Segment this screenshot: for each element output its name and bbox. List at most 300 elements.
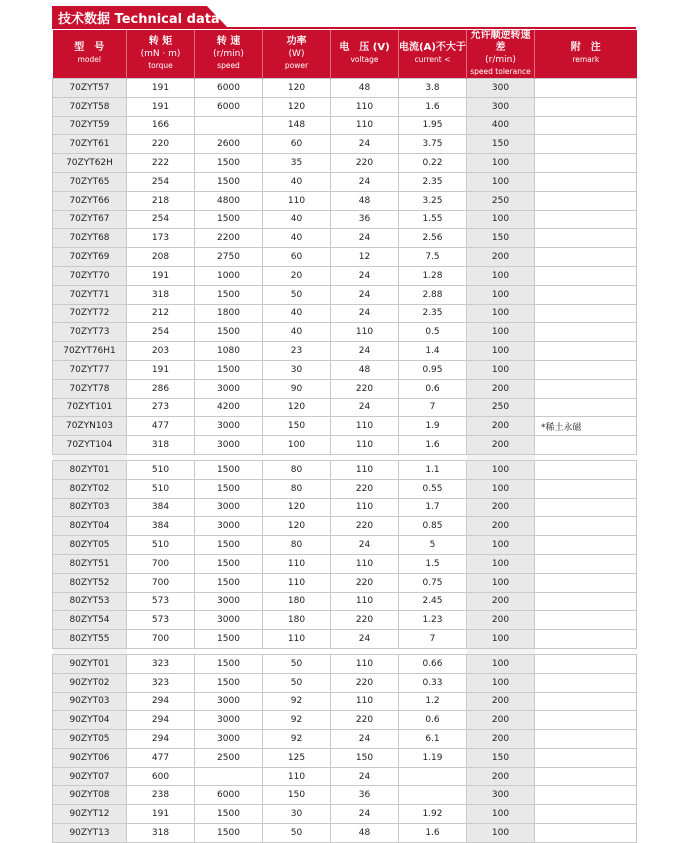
cell-current: 6.1 [399,730,467,749]
cell-power: 120 [263,517,331,536]
cell-speed: 1500 [195,154,263,173]
cell-voltage: 110 [331,417,399,436]
cell-current: 1.6 [399,97,467,116]
cell-model: 70ZYT72 [53,304,127,323]
cell-current: 1.19 [399,748,467,767]
cell-voltage: 110 [331,323,399,342]
table-row [53,654,637,673]
cell-speed: 1500 [195,573,263,592]
cell-current: 0.55 [399,479,467,498]
cell-power: 120 [263,97,331,116]
cell-speed: 1500 [195,630,263,649]
cell-voltage: 36 [331,210,399,229]
cell-model: 90ZYT08 [53,786,127,805]
cell-speed-tolerance: 200 [467,592,535,611]
cell-voltage: 12 [331,248,399,267]
cell-speed: 3000 [195,730,263,749]
cell-speed: 1500 [195,172,263,191]
cell-power: 40 [263,229,331,248]
cell-speed-tolerance: 150 [467,748,535,767]
cell-speed: 6000 [195,97,263,116]
cell-voltage: 36 [331,786,399,805]
cell-speed-tolerance: 100 [467,630,535,649]
cell-power: 180 [263,592,331,611]
cell-model: 80ZYT51 [53,554,127,573]
cell-remark [535,79,637,98]
table-row [53,417,637,436]
cell-current: 1.95 [399,116,467,135]
cell-voltage: 48 [331,191,399,210]
cell-remark [535,154,637,173]
cell-model: 80ZYT53 [53,592,127,611]
cell-speed-tolerance: 100 [467,304,535,323]
cell-speed: 4800 [195,191,263,210]
cell-torque: 700 [127,554,195,573]
cell-remark [535,436,637,455]
table-row [53,304,637,323]
header-speed-tolerance: 允许顺逆转速差 (r/min) speed tolerance [467,30,535,79]
cell-speed: 1500 [195,479,263,498]
cell-speed-tolerance: 100 [467,479,535,498]
cell-voltage: 48 [331,824,399,843]
table-row [53,479,637,498]
cell-power: 60 [263,135,331,154]
cell-remark [535,554,637,573]
cell-model: 90ZYT12 [53,805,127,824]
cell-current: 0.66 [399,654,467,673]
cell-current: 0.22 [399,154,467,173]
table-row [53,229,637,248]
cell-power: 180 [263,611,331,630]
table-row [53,517,637,536]
table-row [53,323,637,342]
cell-remark [535,135,637,154]
cell-remark [535,611,637,630]
cell-power: 120 [263,79,331,98]
cell-current: 7 [399,630,467,649]
cell-remark [535,479,637,498]
cell-power: 20 [263,266,331,285]
table-header-row [53,30,637,79]
cell-remark [535,304,637,323]
table-row [53,730,637,749]
cell-speed: 1500 [195,536,263,555]
cell-current: 0.6 [399,379,467,398]
cell-speed: 3000 [195,379,263,398]
title-cn: 技术数据 [58,12,111,27]
cell-model: 70ZYT78 [53,379,127,398]
cell-torque: 323 [127,673,195,692]
cell-model: 80ZYT04 [53,517,127,536]
cell-current: 1.5 [399,554,467,573]
cell-remark [535,323,637,342]
cell-voltage: 110 [331,97,399,116]
cell-model: 70ZYT67 [53,210,127,229]
cell-speed-tolerance: 150 [467,135,535,154]
cell-model: 70ZYT77 [53,360,127,379]
cell-speed-tolerance: 100 [467,824,535,843]
cell-power: 120 [263,498,331,517]
cell-torque: 222 [127,154,195,173]
cell-model: 80ZYT05 [53,536,127,555]
cell-model: 70ZYN103 [53,417,127,436]
cell-voltage: 24 [331,398,399,417]
cell-remark [535,191,637,210]
cell-power: 100 [263,436,331,455]
cell-torque: 700 [127,630,195,649]
cell-remark [535,498,637,517]
title-underline [52,27,636,29]
table-row [53,692,637,711]
cell-torque: 191 [127,97,195,116]
cell-torque: 510 [127,536,195,555]
cell-voltage: 24 [331,805,399,824]
table-row [53,154,637,173]
cell-speed-tolerance: 300 [467,79,535,98]
cell-torque: 700 [127,573,195,592]
cell-current [399,767,467,786]
cell-model: 70ZYT59 [53,116,127,135]
cell-speed-tolerance: 100 [467,805,535,824]
cell-speed: 3000 [195,611,263,630]
cell-model: 70ZYT101 [53,398,127,417]
cell-current: 5 [399,536,467,555]
cell-power: 90 [263,379,331,398]
cell-voltage: 220 [331,573,399,592]
table-row [53,135,637,154]
cell-torque: 212 [127,304,195,323]
cell-power: 40 [263,304,331,323]
cell-model: 80ZYT01 [53,460,127,479]
cell-current: 2.56 [399,229,467,248]
cell-speed-tolerance: 200 [467,692,535,711]
cell-voltage: 48 [331,360,399,379]
cell-current: 3.8 [399,79,467,98]
cell-power: 40 [263,323,331,342]
cell-torque: 600 [127,767,195,786]
cell-voltage: 110 [331,654,399,673]
cell-speed-tolerance: 100 [467,460,535,479]
cell-current: 1.92 [399,805,467,824]
cell-current: 1.28 [399,266,467,285]
cell-power: 92 [263,711,331,730]
cell-torque: 318 [127,285,195,304]
cell-torque: 173 [127,229,195,248]
cell-remark [535,673,637,692]
cell-power: 35 [263,154,331,173]
cell-speed-tolerance: 200 [467,711,535,730]
cell-power: 110 [263,573,331,592]
cell-speed: 2200 [195,229,263,248]
cell-current: 3.25 [399,191,467,210]
cell-model: 70ZYT61 [53,135,127,154]
cell-model: 70ZYT104 [53,436,127,455]
cell-speed: 3000 [195,592,263,611]
cell-power: 92 [263,730,331,749]
cell-speed-tolerance: 100 [467,536,535,555]
cell-torque: 191 [127,266,195,285]
cell-current: 1.55 [399,210,467,229]
cell-speed-tolerance: 200 [467,611,535,630]
cell-torque: 254 [127,323,195,342]
cell-remark [535,172,637,191]
cell-voltage: 220 [331,673,399,692]
cell-current: 0.5 [399,323,467,342]
cell-model: 70ZYT69 [53,248,127,267]
table-row [53,210,637,229]
cell-speed-tolerance: 100 [467,554,535,573]
cell-power: 92 [263,692,331,711]
cell-current: 0.33 [399,673,467,692]
cell-model: 70ZYT76H1 [53,342,127,361]
cell-voltage: 110 [331,436,399,455]
table-body [53,79,637,843]
cell-model: 80ZYT52 [53,573,127,592]
cell-current: 2.35 [399,304,467,323]
cell-speed: 2500 [195,748,263,767]
cell-model: 90ZYT13 [53,824,127,843]
cell-model: 90ZYT01 [53,654,127,673]
cell-speed: 1080 [195,342,263,361]
cell-speed-tolerance: 400 [467,116,535,135]
cell-current: 2.45 [399,592,467,611]
cell-torque: 294 [127,730,195,749]
cell-speed-tolerance: 200 [467,417,535,436]
cell-remark [535,573,637,592]
cell-voltage: 110 [331,498,399,517]
cell-remark [535,592,637,611]
header-voltage: 电 压 (V) voltage [331,30,399,79]
cell-speed: 3000 [195,692,263,711]
cell-model: 90ZYT05 [53,730,127,749]
cell-current: 0.75 [399,573,467,592]
cell-remark [535,630,637,649]
cell-remark [535,360,637,379]
table-row [53,342,637,361]
cell-current: 1.9 [399,417,467,436]
cell-voltage: 24 [331,630,399,649]
cell-current: 1.7 [399,498,467,517]
cell-power: 110 [263,630,331,649]
table-row [53,767,637,786]
cell-speed-tolerance: 200 [467,517,535,536]
cell-speed-tolerance: 100 [467,210,535,229]
cell-remark [535,398,637,417]
cell-current: 3.75 [399,135,467,154]
cell-speed-tolerance: 200 [467,248,535,267]
cell-torque: 191 [127,360,195,379]
cell-power: 125 [263,748,331,767]
cell-torque: 510 [127,460,195,479]
cell-current: 1.6 [399,824,467,843]
cell-voltage: 110 [331,592,399,611]
cell-voltage: 220 [331,711,399,730]
cell-speed-tolerance: 200 [467,767,535,786]
cell-voltage: 220 [331,379,399,398]
cell-voltage: 110 [331,460,399,479]
cell-torque: 273 [127,398,195,417]
cell-remark [535,767,637,786]
cell-speed-tolerance: 200 [467,730,535,749]
header-remark: 附 注 remark [535,30,637,79]
cell-torque: 318 [127,824,195,843]
spec-table-wrapper [52,30,636,843]
cell-voltage: 24 [331,342,399,361]
cell-remark [535,210,637,229]
cell-power: 50 [263,673,331,692]
cell-remark [535,748,637,767]
cell-speed-tolerance: 100 [467,673,535,692]
cell-voltage: 24 [331,730,399,749]
cell-speed: 3000 [195,711,263,730]
cell-torque: 208 [127,248,195,267]
cell-power: 110 [263,554,331,573]
cell-voltage: 110 [331,116,399,135]
cell-speed-tolerance: 100 [467,654,535,673]
table-row [53,79,637,98]
cell-model: 90ZYT02 [53,673,127,692]
table-row [53,116,637,135]
cell-model: 70ZYT62H [53,154,127,173]
cell-current: 1.4 [399,342,467,361]
cell-power: 150 [263,417,331,436]
header-speed: 转 速 (r/min) speed [195,30,263,79]
cell-torque: 220 [127,135,195,154]
cell-speed: 1500 [195,654,263,673]
cell-current: 0.6 [399,711,467,730]
cell-model: 90ZYT07 [53,767,127,786]
cell-voltage: 220 [331,479,399,498]
cell-model: 70ZYT70 [53,266,127,285]
cell-torque: 384 [127,517,195,536]
cell-model: 70ZYT68 [53,229,127,248]
cell-voltage: 110 [331,554,399,573]
cell-speed: 1500 [195,805,263,824]
cell-torque: 191 [127,79,195,98]
cell-speed: 6000 [195,786,263,805]
cell-remark: *稀土永磁 [535,417,637,436]
cell-voltage: 24 [331,229,399,248]
cell-voltage: 24 [331,536,399,555]
table-row [53,398,637,417]
cell-speed: 1800 [195,304,263,323]
cell-speed-tolerance: 100 [467,172,535,191]
cell-remark [535,711,637,730]
cell-remark [535,536,637,555]
cell-speed: 1500 [195,673,263,692]
table-row [53,360,637,379]
cell-power: 40 [263,210,331,229]
cell-speed: 6000 [195,79,263,98]
cell-power: 50 [263,654,331,673]
cell-remark [535,116,637,135]
cell-speed-tolerance: 250 [467,191,535,210]
cell-power: 30 [263,805,331,824]
cell-remark [535,248,637,267]
cell-voltage: 150 [331,748,399,767]
cell-speed-tolerance: 300 [467,786,535,805]
cell-speed-tolerance: 100 [467,360,535,379]
cell-current: 0.95 [399,360,467,379]
cell-speed: 1500 [195,285,263,304]
cell-torque: 238 [127,786,195,805]
cell-voltage: 220 [331,154,399,173]
table-row [53,611,637,630]
spec-table [52,30,637,843]
cell-torque: 323 [127,654,195,673]
cell-model: 70ZYT71 [53,285,127,304]
header-power: 功率 (W) power [263,30,331,79]
table-row [53,748,637,767]
cell-model: 80ZYT03 [53,498,127,517]
cell-speed-tolerance: 100 [467,342,535,361]
cell-current: 1.1 [399,460,467,479]
table-row [53,536,637,555]
cell-voltage: 220 [331,517,399,536]
cell-power: 80 [263,479,331,498]
table-row [53,592,637,611]
cell-torque: 573 [127,592,195,611]
cell-power: 60 [263,248,331,267]
cell-current: 2.35 [399,172,467,191]
cell-voltage: 24 [331,135,399,154]
cell-speed-tolerance: 100 [467,266,535,285]
table-row [53,248,637,267]
cell-model: 80ZYT02 [53,479,127,498]
cell-torque: 203 [127,342,195,361]
cell-torque: 477 [127,748,195,767]
table-row [53,498,637,517]
cell-speed [195,767,263,786]
cell-current: 0.85 [399,517,467,536]
cell-torque: 166 [127,116,195,135]
cell-speed: 3000 [195,517,263,536]
cell-voltage: 110 [331,692,399,711]
cell-torque: 254 [127,210,195,229]
cell-model: 90ZYT04 [53,711,127,730]
cell-model: 90ZYT06 [53,748,127,767]
cell-speed: 4200 [195,398,263,417]
table-row [53,460,637,479]
cell-current: 7 [399,398,467,417]
cell-torque: 384 [127,498,195,517]
header-current: 电流(A)不大于 current < [399,30,467,79]
cell-power: 30 [263,360,331,379]
table-row [53,805,637,824]
cell-speed-tolerance: 100 [467,323,535,342]
cell-power: 80 [263,460,331,479]
cell-speed: 2750 [195,248,263,267]
cell-speed: 1500 [195,323,263,342]
cell-voltage: 24 [331,266,399,285]
cell-current: 1.6 [399,436,467,455]
table-row [53,573,637,592]
table-row [53,436,637,455]
cell-model: 70ZYT57 [53,79,127,98]
table-row [53,554,637,573]
cell-speed-tolerance: 100 [467,285,535,304]
cell-remark [535,97,637,116]
cell-power: 148 [263,116,331,135]
cell-speed: 3000 [195,498,263,517]
cell-speed: 1500 [195,460,263,479]
cell-voltage: 24 [331,285,399,304]
cell-model: 90ZYT03 [53,692,127,711]
cell-power: 110 [263,191,331,210]
cell-speed: 2600 [195,135,263,154]
cell-current: 1.23 [399,611,467,630]
cell-current [399,786,467,805]
